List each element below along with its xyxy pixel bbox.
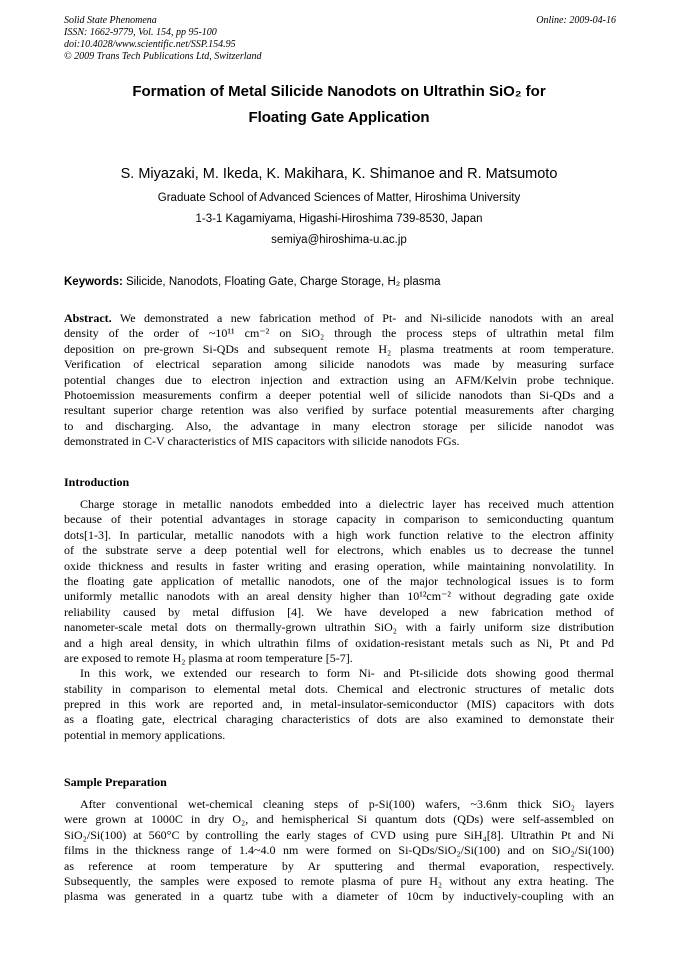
body-line: Subsequently, the samples were exposed to remote plasma of pure H₂ without any extra heating. The — [64, 873, 614, 888]
abstract-line: to and discharging. Also, the advantage in many electron storage per silicide nanodot was — [64, 418, 614, 433]
keywords-label: Keywords: — [64, 276, 123, 288]
online-date: Online: 2009-04-16 — [536, 15, 616, 26]
body-line: plasma was generated in a quartz tube with a diameter of 10cm by inductively-coupling with an — [64, 889, 614, 904]
abstract-line: density of the order of ~10¹¹ cm⁻² on SiO₂ through the process steps of ultrathin metal film — [64, 326, 614, 341]
sample-preparation-body — [64, 797, 614, 905]
copyright-line: © 2009 Trans Tech Publications Ltd, Switzerland — [64, 51, 262, 62]
title-line-1: Formation of Metal Silicide Nanodots on Ultrathin SiO₂ for — [132, 83, 546, 100]
section-heading-sample-preparation: Sample Preparation — [64, 775, 167, 789]
body-line: dots[1-3]. In particular, metallic nanodots with a high work function relative to the electron affinity — [64, 527, 614, 542]
abstract-label: Abstract. — [64, 311, 112, 325]
abstract-line: Verification of electrical separation among silicide nanodots was made by measuring surface — [64, 357, 614, 372]
introduction-body — [64, 497, 614, 743]
body-line: as a floating gate, electrical charaging characteristics of dots are also examined to demonstate their — [64, 712, 614, 727]
body-line: SiO₂/Si(100) at 560°C by controlling the early stages of CVD using pure SiH₄[8]. Ultrathin Pt and Ni — [64, 827, 614, 842]
body-line: stability in comparison to elemental metal dots. Chemical and electronic structures of metalic dots — [64, 681, 614, 696]
issn-line: ISSN: 1662-9779, Vol. 154, pp 95-100 — [64, 27, 217, 38]
body-line: nanometer-scale metal dots on thermally-grown ultrathin SiO₂ with a fairly uniform size distribution — [64, 620, 614, 635]
body-line: because of their potential advantages in storage capacity in comparison to semiconducting quantum — [64, 512, 614, 527]
abstract-line: Abstract. We demonstrated a new fabrication method of Pt- and Ni-silicide nanodots with an areal — [64, 311, 614, 325]
body-line: and a high areal density, in which ultrathin films of oxidation-resistant metals such as Ni, Pt and Pd — [64, 635, 614, 650]
body-line: as reference at room temperature by Ar sputtering and thermal evaporation, respectively. — [64, 858, 614, 873]
affiliation — [64, 188, 614, 251]
body-line: uniformly metallic nanodots with an areal density higher than 10¹²cm⁻² without degrading gate oxide — [64, 589, 614, 604]
body-line: films in the thickness range of 1.4~4.0 nm were formed on Si-QDs/SiO₂/Si(100) and on SiO₂/Si(100) — [64, 843, 614, 858]
title-line-2: Floating Gate Application — [248, 109, 430, 126]
doi-link[interactable]: doi:10.4028/www.scientific.net/SSP.154.95 — [64, 39, 236, 50]
abstract-line: resultant superior charge retention was also verified by surface potential measurements after charging — [64, 403, 614, 418]
body-line: Charge storage in metallic nanodots embedded into a dielectric layer has received much attention — [80, 497, 614, 511]
body-line: In this work, we extended our research to form Ni- and Pt-silicide dots showing good thermal — [80, 666, 614, 681]
body-line: After conventional wet-chemical cleaning steps of p-Si(100) wafers, ~3.6nm thick SiO₂ layers — [80, 797, 614, 811]
abstract-line: Photoemission measurements confirm a deeper potential well of silicide nanodots than Si-QDs and a — [64, 387, 614, 402]
abstract — [64, 311, 614, 450]
affiliation-line-1: Graduate School of Advanced Sciences of Matter, Hiroshima University — [157, 192, 521, 204]
body-line: the floating gate application of metallic nanodots, one of the major technological issues is to form — [64, 573, 614, 588]
author-email[interactable]: semiya@hiroshima-u.ac.jp — [271, 234, 407, 246]
section-heading-introduction: Introduction — [64, 475, 130, 489]
keywords-text: Silicide, Nanodots, Floating Gate, Charge Storage, H₂ plasma — [122, 276, 441, 288]
body-line: prepred in this work are reported and, in metal-insulator-semiconductor (MIS) capacitors with dots — [64, 697, 614, 712]
body-line: reliability caused by metal diffusion [4]. We have developed a new fabrication method of — [64, 604, 614, 619]
abstract-line: deposition on pre-grown Si-QDs and subsequent remote H₂ plasma treatments at room temperature. — [64, 341, 614, 356]
keywords — [64, 274, 616, 290]
journal-header — [64, 15, 616, 63]
body-line: were grown at 1000C in dry O₂, and hemispherical Si quantum dots (QDs) were self-assembled on — [64, 812, 614, 827]
abstract-line: potential changes due to electron injection and extraction using an AFM/Kelvin probe technique. — [64, 372, 614, 387]
body-line: are exposed to remote H₂ plasma at room temperature [5-7]. — [64, 650, 353, 665]
body-line: potential in memory applications. — [64, 727, 226, 742]
affiliation-line-2: 1-3-1 Kagamiyama, Higashi-Hiroshima 739-8530, Japan — [195, 213, 483, 225]
body-line: oxide thickness and results in faster writing and erasing operation, while maintaining nonvolatility. In — [64, 558, 614, 573]
journal-name: Solid State Phenomena — [64, 15, 157, 26]
paper-title — [64, 79, 614, 131]
body-line: of the substrate serve a deep potential well for electrons, which enables us to decrease the tunnel — [64, 543, 614, 558]
author-list: S. Miyazaki, M. Ikeda, K. Makihara, K. Shimanoe and R. Matsumoto — [120, 166, 558, 182]
abstract-line: demonstrated in C-V characteristics of MIS capacitors with silicide nanodots FGs. — [64, 434, 460, 449]
